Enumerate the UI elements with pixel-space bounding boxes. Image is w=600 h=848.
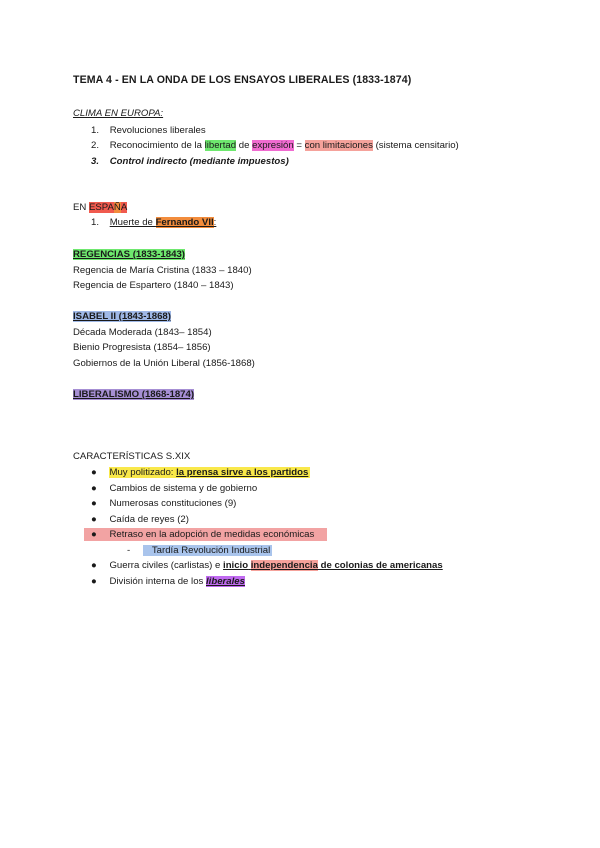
item-eq: =	[293, 140, 305, 151]
item-de: de	[236, 140, 253, 151]
caract-item-1	[91, 466, 310, 479]
item-pre: Muerte de	[109, 217, 156, 228]
bullet: ●	[91, 498, 97, 509]
bullet: ●	[91, 467, 97, 478]
dash: -	[127, 545, 131, 556]
item-number: 1.	[91, 125, 100, 136]
caract-item-2	[91, 482, 257, 495]
item-pre: Reconocimiento de la	[109, 140, 205, 151]
regencias-line-2: Regencia de Espartero (1840 – 1843)	[73, 280, 234, 291]
regencias-heading	[73, 248, 185, 261]
liberalismo-heading-text: LIBERALISMO (1868-1874)	[73, 389, 195, 400]
europa-item-3	[91, 155, 289, 168]
item-1-highlight	[109, 467, 310, 478]
espana-item-1	[91, 216, 216, 229]
item-1-post: la prensa sirve a los partidos	[176, 467, 309, 478]
regencias-heading-text: REGENCIAS (1833-1843)	[73, 249, 185, 260]
item-1-pre: Muy politizado:	[109, 467, 177, 478]
bullet: ●	[91, 529, 97, 540]
highlight-fernando: Fernando VII	[155, 217, 214, 228]
highlight-limitaciones: con limitaciones	[304, 140, 373, 151]
item-post: (sistema censitario)	[372, 140, 459, 151]
caract-item-3	[91, 497, 236, 510]
item-number: 2.	[91, 140, 100, 151]
item-text: Revoluciones liberales	[109, 125, 206, 136]
item-6-b: inicio	[223, 560, 249, 571]
caract-item-4	[91, 513, 189, 526]
highlight-liberales: liberales	[206, 576, 245, 587]
item-text: Retraso en la adopción de medidas económicas	[109, 529, 315, 540]
item-text: Control indirecto (mediante impuestos)	[109, 156, 289, 167]
caract-item-5	[84, 528, 327, 541]
item-text: Cambios de sistema y de gobierno	[109, 483, 258, 494]
regencias-line-1: Regencia de María Cristina (1833 – 1840)	[73, 265, 252, 276]
europa-item-1	[91, 124, 206, 137]
item-number: 1.	[91, 217, 100, 228]
caract-item-7	[91, 575, 245, 588]
item-number: 3.	[91, 156, 100, 167]
highlight-expresion: expresión	[252, 140, 294, 151]
highlight-independencia: independencia	[250, 560, 318, 571]
caract-item-5-sub	[127, 544, 272, 557]
isabel-line-2: Bienio Progresista (1854– 1856)	[73, 342, 211, 353]
item-post: :	[213, 217, 217, 228]
item-text: Numerosas constituciones (9)	[109, 498, 237, 509]
bullet: ●	[91, 514, 97, 525]
liberalismo-heading	[73, 388, 194, 401]
isabel-line-1: Década Moderada (1843– 1854)	[73, 327, 212, 338]
espana-esp: ESPA	[89, 202, 114, 213]
isabel-line-3: Gobiernos de la Unión Liberal (1856-1868)	[73, 358, 255, 369]
isabel-heading	[73, 310, 171, 323]
bullet: ●	[91, 576, 97, 587]
item-6-e: de colonias de americanas	[317, 560, 443, 571]
bullet: ●	[91, 560, 97, 571]
europa-heading: CLIMA EN EUROPA:	[73, 108, 164, 119]
espana-heading	[73, 201, 127, 214]
espana-ntilde: Ñ	[113, 202, 121, 213]
europa-item-2	[91, 139, 459, 152]
caracteristicas-heading: CARACTERÍSTICAS S.XIX	[73, 451, 191, 462]
item-7-pre: División interna de los	[109, 576, 206, 587]
bullet: ●	[91, 483, 97, 494]
item-sub-text: Tardía Revolución Industrial	[143, 545, 272, 556]
item-text: Caída de reyes (2)	[109, 514, 189, 525]
isabel-heading-text: ISABEL II (1843-1868)	[73, 311, 171, 322]
item-6-a: Guerra civiles (carlistas) e	[109, 560, 224, 571]
espana-a: A	[120, 202, 128, 213]
page-title: TEMA 4 - EN LA ONDA DE LOS ENSAYOS LIBERALES (1833-1874)	[73, 74, 412, 86]
highlight-libertad: libertad	[204, 140, 237, 151]
caract-item-6	[91, 559, 443, 572]
espana-en: EN	[73, 202, 89, 213]
